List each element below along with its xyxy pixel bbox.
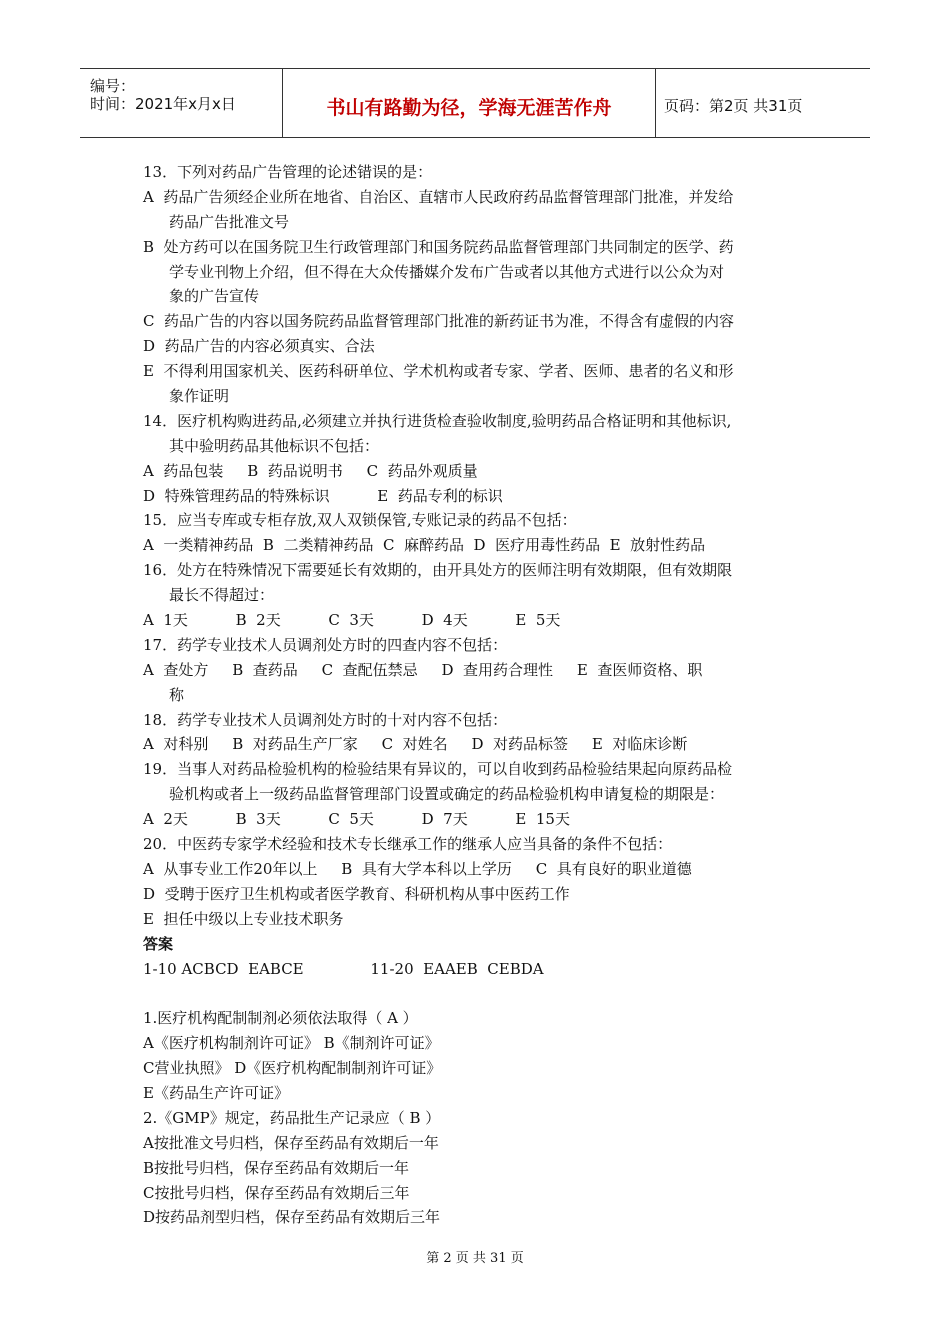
- text-line: 其中验明药品其他标识不包括：: [169, 436, 380, 455]
- header-info-cell: [80, 69, 283, 137]
- text-line: 象作证明: [169, 387, 230, 406]
- text-line: 13．下列对药品广告管理的论述错误的是：: [143, 163, 433, 181]
- page-footer: 第 2 页 共 31 页: [426, 1251, 524, 1266]
- text-line: 称: [169, 685, 185, 704]
- text-line: E 担任中级以上专业技术职务: [143, 909, 344, 928]
- document-body: [143, 160, 813, 1230]
- text-line: 16．处方在特殊情况下需要延长有效期的，由开具处方的医师注明有效期限，但有效期限: [143, 561, 733, 580]
- text-line: A 药品广告须经企业所在地省、自治区、直辖市人民政府药品监督管理部门批准，并发给: [143, 187, 734, 206]
- text-line: 2.《GMP》规定，药品批生产记录应（ B ）: [143, 1108, 441, 1127]
- text-line: D按药品剂型归档，保存至药品有效期后三年: [143, 1208, 441, 1227]
- text-line: C 药品广告的内容以国务院药品监督管理部门批准的新药证书为准，不得含有虚假的内容: [143, 312, 735, 331]
- text-line: D 受聘于医疗卫生机构或者医学教育、科研机构从事中医药工作: [143, 884, 570, 903]
- text-line: E 不得利用国家机关、医药科研单位、学术机构或者专家、学者、医师、患者的名义和形: [143, 362, 734, 381]
- text-line: 药品广告批准文号: [169, 212, 290, 231]
- text-line: A按批准文号归档，保存至药品有效期后一年: [143, 1133, 439, 1152]
- text-line: A 从事专业工作20年以上 B 具有大学本科以上学历 C 具有良好的职业道德: [143, 859, 692, 878]
- blank-line: [143, 981, 813, 1006]
- page-info: 页码：第2页 共31页: [664, 97, 803, 115]
- text-line: 1.医疗机构配制制剂必须依法取得（ A ）: [143, 1009, 418, 1028]
- text-line: 象的广告宣传: [169, 287, 260, 306]
- question-lines-2: [143, 1006, 813, 1230]
- number-label: 编号：: [90, 77, 136, 95]
- text-line: A 查处方 B 查药品 C 查配伍禁忌 D 查用药合理性 E 查医师资格、职: [143, 660, 703, 679]
- text-line: 17．药学专业技术人员调剂处方时的四查内容不包括：: [143, 635, 508, 654]
- text-line: A 药品包装 B 药品说明书 C 药品外观质量: [143, 461, 478, 480]
- text-line: B 处方药可以在国务院卫生行政管理部门和国务院药品监督管理部门共同制定的医学、药: [143, 237, 734, 256]
- text-line: D 药品广告的内容必须真实、合法: [143, 337, 375, 356]
- text-line: 最长不得超过：: [169, 586, 275, 605]
- text-line: D 特殊管理药品的特殊标识 E 药品专利的标识: [143, 486, 503, 505]
- text-line: C按批号归档，保存至药品有效期后三年: [143, 1183, 410, 1202]
- question-lines: [143, 160, 813, 932]
- text-line: 15．应当专库或专柜存放,双人双锁保管,专账记录的药品不包括：: [143, 511, 577, 530]
- page-header: [80, 68, 870, 138]
- text-line: A 一类精神药品 B 二类精神药品 C 麻醉药品 D 医疗用毒性药品 E 放射性药品: [143, 536, 706, 555]
- answers-title: 答案: [143, 934, 174, 953]
- text-line: A 2天 B 3天 C 5天 D 7天 E 15天: [143, 810, 570, 829]
- text-line: A 对科别 B 对药品生产厂家 C 对姓名 D 对药品标签 E 对临床诊断: [143, 735, 688, 754]
- text-line: 19．当事人对药品检验机构的检验结果有异议的，可以自收到药品检验结果起向原药品检: [143, 760, 733, 779]
- text-line: 验机构或者上一级药品监督管理部门设置或确定的药品检验机构申请复检的期限是：: [169, 785, 725, 804]
- text-line: E《药品生产许可证》: [143, 1083, 289, 1102]
- answers-line: 1-10 ACBCD EABCE 11-20 EAAEB CEBDA: [143, 959, 544, 978]
- text-line: 18．药学专业技术人员调剂处方时的十对内容不包括：: [143, 710, 508, 729]
- header-motto-cell: [283, 69, 656, 137]
- motto: 书山有路勤为径，学海无涯苦作舟: [326, 97, 612, 119]
- text-line: A《医疗机构制剂许可证》 B《制剂许可证》: [143, 1034, 440, 1053]
- text-line: 学专业刊物上介绍，但不得在大众传播媒介发布广告或者以其他方式进行以公众为对: [169, 262, 725, 281]
- header-page-cell: [656, 69, 870, 137]
- text-line: B按批号归档，保存至药品有效期后一年: [143, 1158, 410, 1177]
- text-line: C营业执照》 D《医疗机构配制制剂许可证》: [143, 1059, 442, 1078]
- text-line: A 1天 B 2天 C 3天 D 4天 E 5天: [143, 611, 561, 630]
- time-label: 时间：2021年x月x日: [90, 95, 236, 113]
- text-line: 14．医疗机构购进药品,必须建立并执行进货检查验收制度,验明药品合格证明和其他标识,: [143, 411, 732, 430]
- text-line: 20．中医药专家学术经验和技术专长继承工作的继承人应当具备的条件不包括：: [143, 835, 673, 854]
